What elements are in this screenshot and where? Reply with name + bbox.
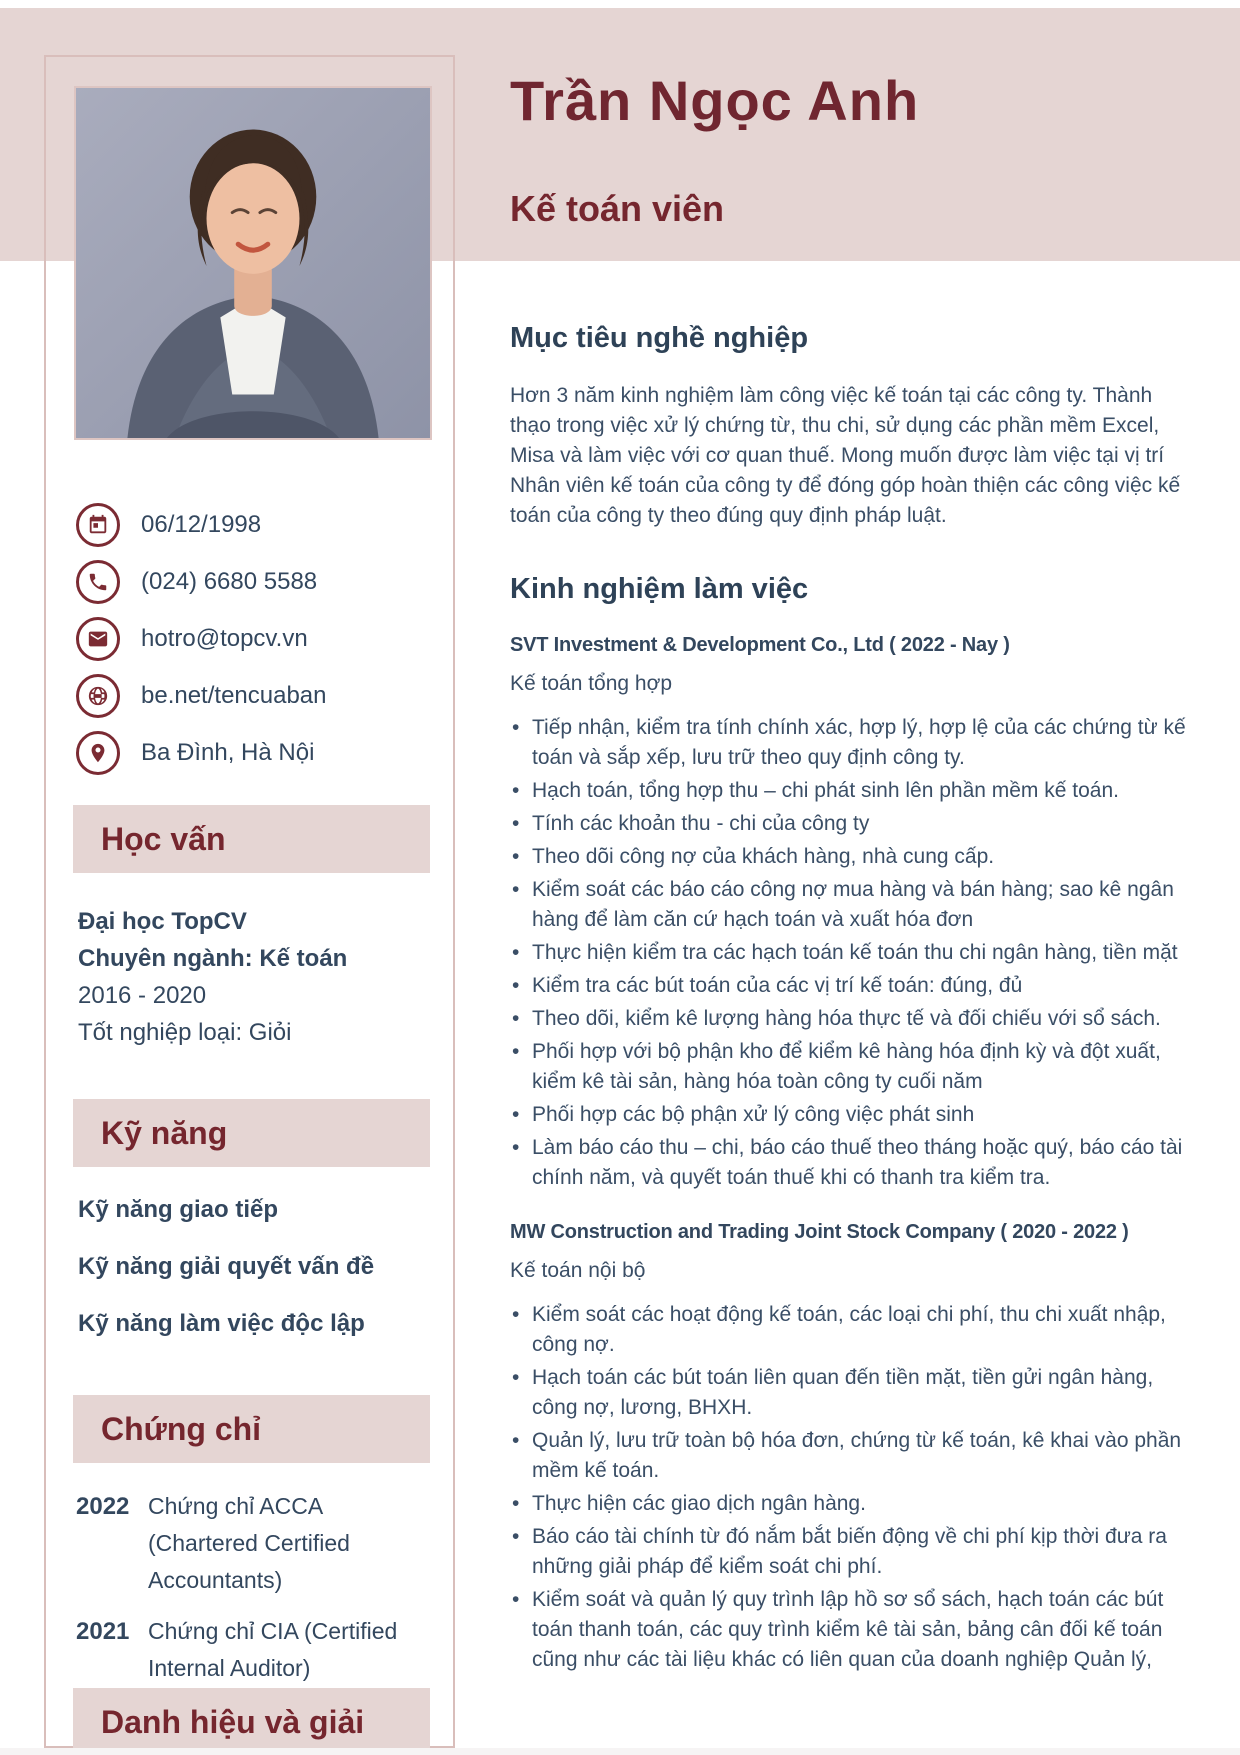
awards-section-heading: Danh hiệu và giải xyxy=(73,1688,430,1755)
candidate-name: Trần Ngọc Anh xyxy=(510,69,920,132)
birthday-value: 06/12/1998 xyxy=(141,510,262,538)
candidate-job-title: Kế toán viên xyxy=(510,188,725,229)
duty-item: • Tính các khoản thu - chi của công ty xyxy=(510,809,1194,839)
phone-icon xyxy=(76,560,120,604)
certificate-item xyxy=(76,1488,432,1599)
website-value: be.net/tencuaban xyxy=(141,681,327,709)
certificate-name: Chứng chỉ ACCA (Chartered Certified Accountants) xyxy=(148,1493,350,1593)
main-column xyxy=(510,70,1194,1678)
contact-row-birthday xyxy=(76,496,428,553)
education-years: 2016 - 2020 xyxy=(78,982,207,1009)
address-value: Ba Đình, Hà Nội xyxy=(141,738,315,766)
education-major: Chuyên ngành: Kế toán xyxy=(78,945,348,972)
duty-item: • Kiểm soát các hoạt động kế toán, các loại chi phí, thu chi xuất nhập, công nợ. xyxy=(510,1300,1194,1360)
duty-item: • Hạch toán, tổng hợp thu – chi phát sinh lên phần mềm kế toán. xyxy=(510,776,1194,806)
objective-heading: Mục tiêu nghề nghiệp xyxy=(510,322,809,354)
education-grade: Tốt nghiệp loại: Giỏi xyxy=(78,1019,292,1046)
contact-list xyxy=(76,496,428,781)
education-section-heading: Học vấn xyxy=(73,805,430,873)
certificate-year: 2022 xyxy=(76,1493,130,1520)
duty-item: • Hạch toán các bút toán liên quan đến tiền mặt, tiền gửi ngân hàng, công nợ, lương, BHXH. xyxy=(510,1363,1194,1423)
skills-section-heading: Kỹ năng xyxy=(73,1099,430,1167)
duty-item: • Kiểm soát và quản lý quy trình lập hồ sơ sổ sách, hạch toán các bút toán thanh toán, các quy trình kiểm kê tài sản, bảng cân đối kế toán cũng như các tài liệu khác có liên quan của doanh nghiệp Quản lý, xyxy=(510,1585,1194,1675)
certificates-list xyxy=(76,1488,432,1701)
duty-item: • Làm báo cáo thu – chi, báo cáo thuế theo tháng hoặc quý, báo cáo tài chính năm, và quyết toán thuế khi có thanh tra kiểm tra. xyxy=(510,1133,1194,1193)
duty-item: • Theo dõi công nợ của khách hàng, nhà cung cấp. xyxy=(510,842,1194,872)
phone-value: (024) 6680 5588 xyxy=(141,567,318,595)
job-duties-list xyxy=(510,1300,1194,1675)
contact-row-website xyxy=(76,667,428,724)
location-icon xyxy=(76,731,120,775)
job-company: SVT Investment & Development Co., Ltd ( 2022 - Nay ) xyxy=(510,634,1010,656)
certificate-year: 2021 xyxy=(76,1618,130,1645)
duty-item: • Kiểm soát các báo cáo công nợ mua hàng và bán hàng; sao kê ngân hàng để làm căn cứ hạch toán và xuất hóa đơn xyxy=(510,875,1194,935)
duty-item: • Thực hiện kiểm tra các hạch toán kế toán thu chi ngân hàng, tiền mặt xyxy=(510,938,1194,968)
duty-item: • Phối hợp với bộ phận kho để kiểm kê hàng hóa định kỳ và đột xuất, kiểm kê tài sản, hàng hóa toàn công ty cuối năm xyxy=(510,1037,1194,1097)
duty-item: • Báo cáo tài chính từ đó nắm bắt biến động về chi phí kịp thời đưa ra những giải pháp để kiểm soát chi phí. xyxy=(510,1522,1194,1582)
globe-icon xyxy=(76,674,120,718)
duty-item: • Theo dõi, kiểm kê lượng hàng hóa thực tế và đối chiếu với sổ sách. xyxy=(510,1004,1194,1034)
duty-item: • Quản lý, lưu trữ toàn bộ hóa đơn, chứng từ kế toán, kê khai vào phần mềm kế toán. xyxy=(510,1426,1194,1486)
education-school: Đại học TopCV xyxy=(78,908,247,935)
certificates-section-heading: Chứng chỉ xyxy=(73,1395,430,1463)
certificate-name: Chứng chỉ CIA (Certified Internal Auditor) xyxy=(148,1618,398,1681)
duty-item: • Kiểm tra các bút toán của các vị trí kế toán: đúng, đủ xyxy=(510,971,1194,1001)
duty-item: • Tiếp nhận, kiểm tra tính chính xác, hợp lý, hợp lệ của các chứng từ kế toán và sắp xếp, lưu trữ theo quy định công ty. xyxy=(510,713,1194,773)
job-duties-list xyxy=(510,713,1194,1193)
contact-row-phone xyxy=(76,553,428,610)
job-company: MW Construction and Trading Joint Stock Company ( 2020 - 2022 ) xyxy=(510,1221,1129,1243)
duty-item: • Thực hiện các giao dịch ngân hàng. xyxy=(510,1489,1194,1519)
email-value: hotro@topcv.vn xyxy=(141,624,308,652)
skill-item: Kỹ năng giao tiếp xyxy=(78,1196,279,1223)
job-role: Kế toán nội bộ xyxy=(510,1259,646,1282)
profile-photo xyxy=(74,86,432,440)
certificate-item xyxy=(76,1613,432,1687)
skill-item: Kỹ năng giải quyết vấn đề xyxy=(78,1253,375,1280)
job-role: Kế toán tổng hợp xyxy=(510,672,673,695)
portrait-illustration xyxy=(76,88,430,438)
skills-list xyxy=(78,1196,430,1367)
contact-row-address xyxy=(76,724,428,781)
duty-item: • Phối hợp các bộ phận xử lý công việc phát sinh xyxy=(510,1100,1194,1130)
page-bottom-edge xyxy=(0,1748,1240,1755)
contact-row-email xyxy=(76,610,428,667)
education-details xyxy=(78,903,430,1051)
experience-heading: Kinh nghiệm làm việc xyxy=(510,573,809,605)
mail-icon xyxy=(76,617,120,661)
skill-item: Kỹ năng làm việc độc lập xyxy=(78,1310,365,1337)
calendar-icon xyxy=(76,503,120,547)
objective-text: Hơn 3 năm kinh nghiệm làm công việc kế toán tại các công ty. Thành thạo trong việc xử lý chứng từ, thu chi, sử dụng các phần mềm Excel, Misa và làm việc với cơ quan thuế. Mong muốn được làm việc tại vị trí Nhân viên kế toán của công ty để đóng góp hoàn thiện các công việc kế toán của công ty theo đúng quy định pháp luật. xyxy=(510,384,1181,527)
